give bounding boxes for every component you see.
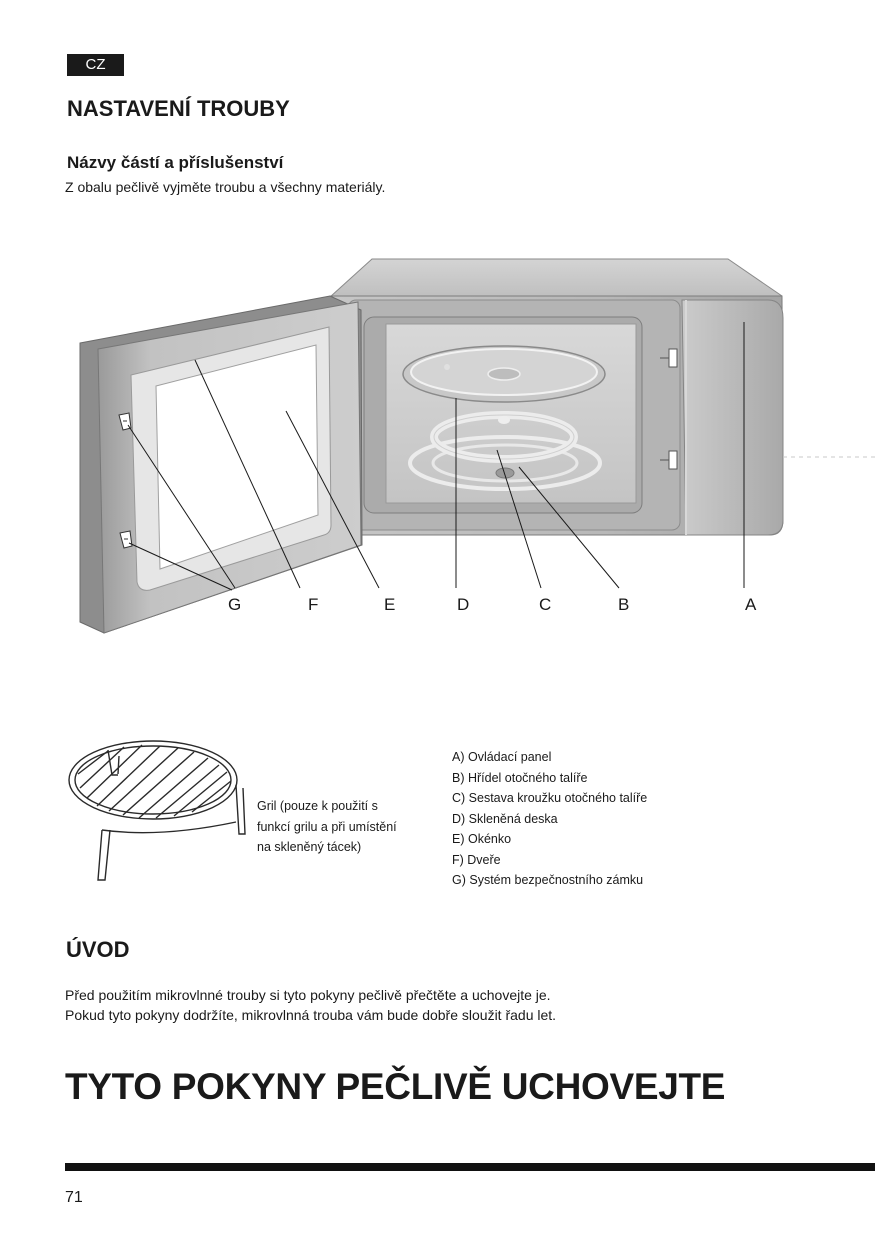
label-g: G xyxy=(228,595,242,614)
grill-caption-line: funkcí grilu a při umístění xyxy=(257,819,397,834)
label-b: B xyxy=(618,595,630,614)
label-a: A xyxy=(745,595,757,614)
intro-heading: ÚVOD xyxy=(66,937,130,962)
language-badge: CZ xyxy=(67,54,124,76)
oven-door xyxy=(80,296,362,633)
intro-line: Pokud tyto pokyny dodržíte, mikrovlnná trouba vám bude dobře sloužit řadu let. xyxy=(65,1007,557,1023)
section-title: NASTAVENÍ TROUBY xyxy=(67,96,290,121)
label-e: E xyxy=(384,595,396,614)
legend-item: A) Ovládací panel xyxy=(452,750,552,764)
page-number: 71 xyxy=(65,1189,83,1206)
legend-item: F) Dveře xyxy=(452,852,501,867)
footer-rule xyxy=(65,1163,875,1171)
legend-item: C) Sestava kroužku otočného talíře xyxy=(452,791,648,805)
legend-item: G) Systém bezpečnostního zámku xyxy=(452,873,644,887)
glass-plate xyxy=(403,346,605,402)
legend-item: B) Hřídel otočného talíře xyxy=(452,770,588,785)
grill-caption xyxy=(257,796,397,858)
parts-heading: Názvy částí a příslušenství xyxy=(67,153,284,172)
part-letters xyxy=(228,595,757,614)
legend-item: E) Okénko xyxy=(452,832,512,846)
oven-top xyxy=(330,259,782,300)
grill-caption-line: na skleněný tácek) xyxy=(257,840,362,854)
grill-rack-illustration xyxy=(60,730,250,890)
grill-caption-line: Gril (pouze k použití s xyxy=(257,799,378,813)
control-panel xyxy=(682,300,875,535)
label-c: C xyxy=(539,595,552,614)
keep-instructions-title: TYTO POKYNY PEČLIVĚ UCHOVEJTE xyxy=(65,1066,726,1107)
legend-item: D) Skleněná deska xyxy=(452,811,558,826)
parts-legend xyxy=(452,747,647,891)
label-f: F xyxy=(308,595,319,614)
parts-intro: Z obalu pečlivě vyjměte troubu a všechny materiály. xyxy=(65,179,386,195)
intro-text xyxy=(65,985,556,1025)
label-d: D xyxy=(457,595,470,614)
intro-line: Před použitím mikrovlnné trouby si tyto pokyny pečlivě přečtěte a uchovejte je. xyxy=(65,987,551,1003)
